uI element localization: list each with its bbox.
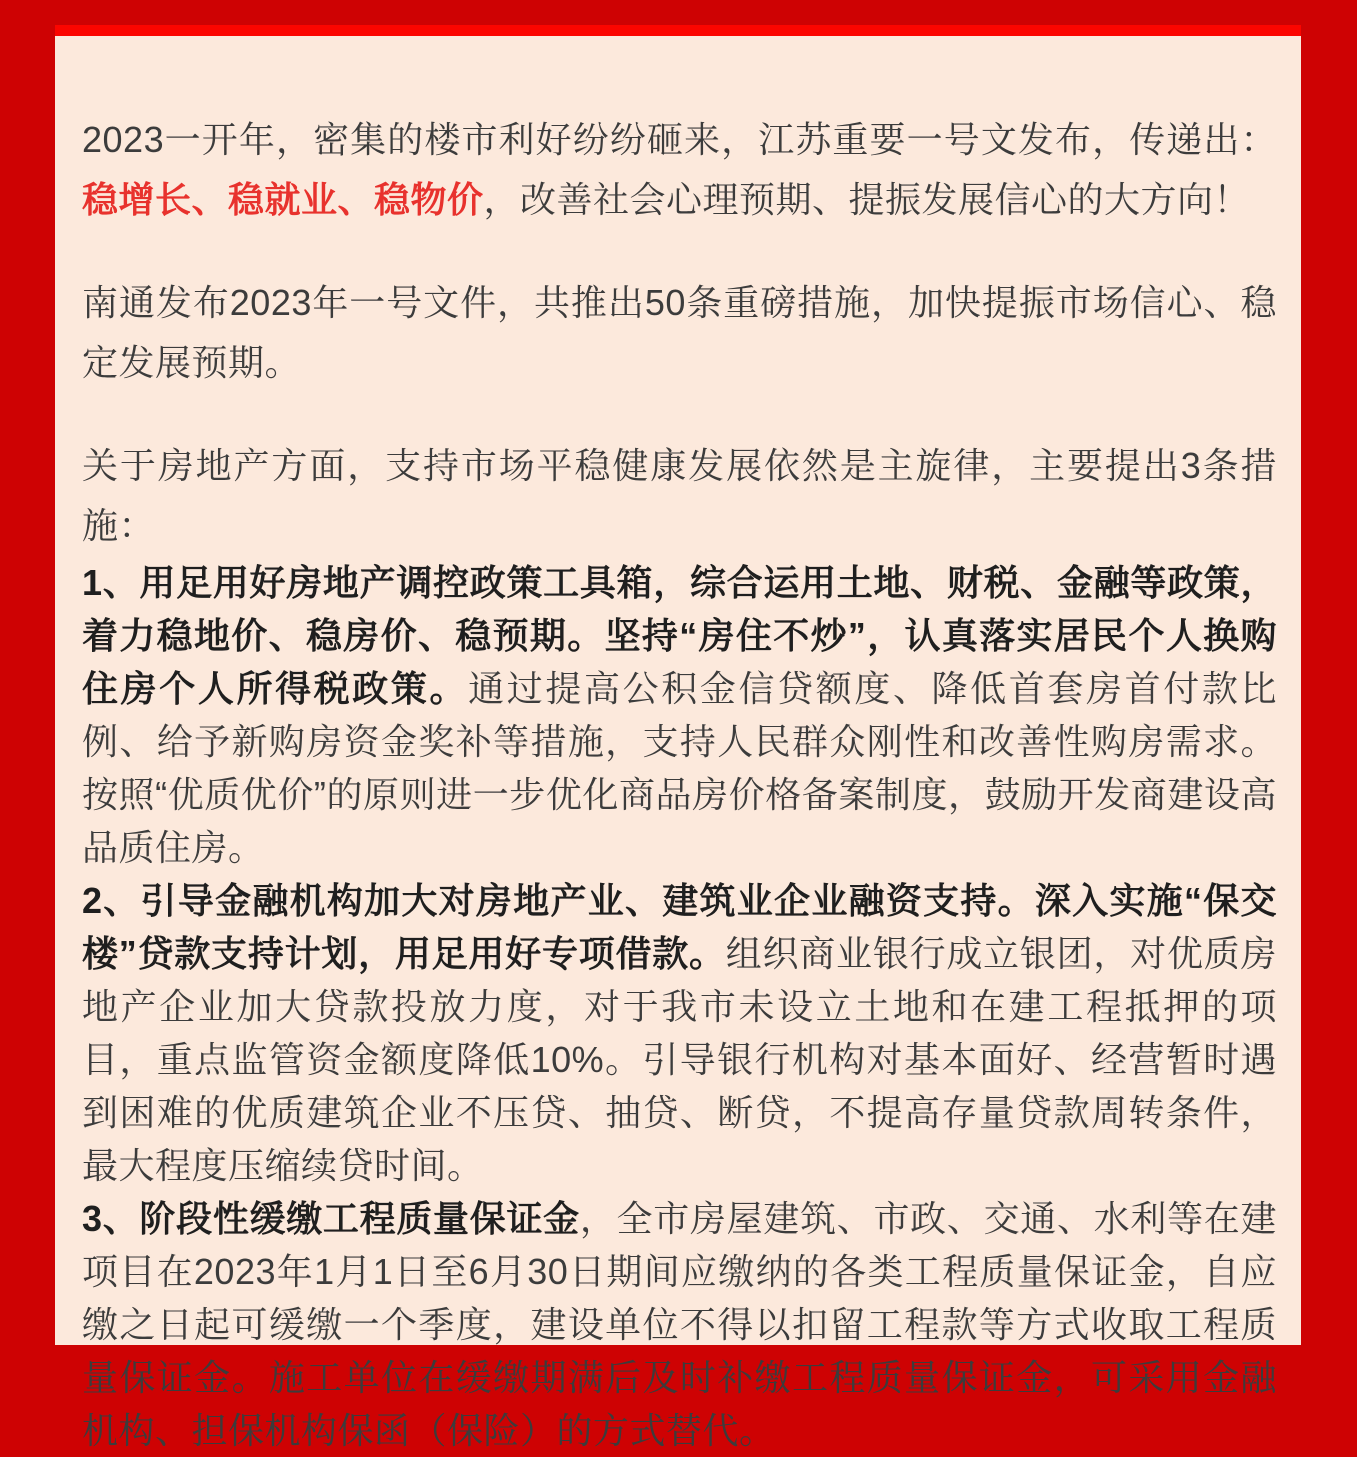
paragraph-opening — [82, 110, 1277, 230]
bold-text-run: 3、阶段性缓缴工程质量保证金 — [82, 1198, 580, 1239]
paragraph-nantong — [82, 273, 1277, 393]
paragraph-intro — [82, 436, 1277, 556]
text-run: ，改善社会心理预期、提振发展信心的大方向！ — [483, 179, 1251, 220]
text-run: 2023一开年，密集的楼市利好纷纷砸来，江苏重要一号文发布，传递出： — [82, 119, 1277, 160]
measure-item-1 — [82, 556, 1277, 874]
bold-text-run: 2、引导金融机构加大对房地产业、建筑业企业融资支持。深入实施“保交楼”贷款支持计划，用足用好专项借款。 — [82, 880, 1277, 974]
measure-item-3 — [82, 1192, 1277, 1457]
highlighted-text-run: 稳增长、稳就业、稳物价 — [82, 179, 484, 220]
text-run: 组织商业银行成立银团，对优质房地产企业加大贷款投放力度，对于我市未设立土地和在建工程抵押的项目，重点监管资金额度降低10%。引导银行机构对基本面好、经营暂时遇到困难的优质建筑企业不压贷、抽贷、断贷，不提高存量贷款周转条件，最大程度压缩续贷时间。 — [82, 933, 1277, 1186]
text-run: 关于房地产方面，支持市场平稳健康发展依然是主旋律，主要提出3条措施： — [82, 445, 1277, 546]
text-run: ，全市房屋建筑、市政、交通、水利等在建项目在2023年1月1日至6月30日期间应缴纳的各类工程质量保证金，自应缴之日起可缓缴一个季度，建设单位不得以扣留工程款等方式收取工程质量保证金。施工单位在缓缴期满后及时补缴工程质量保证金，可采用金融机构、担保机构保函（保险）的方式替代。 — [82, 1198, 1277, 1451]
text-run: 通过提高公积金信贷额度、降低首套房首付款比例、给予新购房资金奖补等措施，支持人民群众刚性和改善性购房需求。按照“优质优价”的原则进一步优化商品房价格备案制度，鼓励开发商建设高品质住房。 — [82, 668, 1277, 868]
bold-text-run: 1、用足用好房地产调控政策工具箱，综合运用土地、财税、金融等政策，着力稳地价、稳房价、稳预期。坚持“房住不炒”，认真落实居民个人换购住房个人所得税政策。 — [82, 562, 1277, 709]
article-body — [55, 36, 1301, 1451]
measure-item-2 — [82, 874, 1277, 1192]
text-run: 南通发布2023年一号文件，共推出50条重磅措施，加快提振市场信心、稳定发展预期。 — [82, 282, 1277, 383]
top-accent-strip — [55, 25, 1301, 36]
